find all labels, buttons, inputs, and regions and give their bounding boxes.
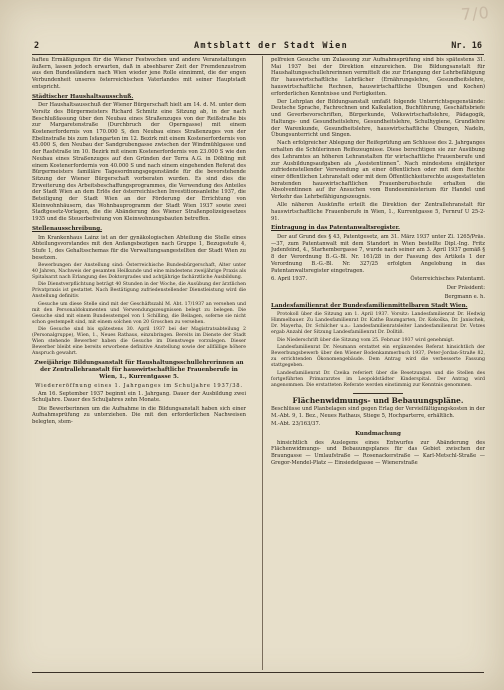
header-rule bbox=[32, 54, 484, 55]
paragraph: Die Gesuche sind bis spätestens 30. April 1937 bei der Magistratsabteilung 2 (Personalgruppe), Wien, 1., Neues Rathaus, einzubringen. Bereits im Dienste der Stadt Wien stehende Bewerber haben die Gesuche im Dienstwege vorzulegen. Dieser Bewerber bleibt eine bereits erworbene definitive Anstellung sowie der allfällige höhere Anspruch gewahrt. bbox=[32, 327, 246, 357]
paragraph: Bewerbungen der Anstellung sind: Österreichische Bundesbürgerschaft, Alter unter 40 Jahren, Nachweis der gesamten Heilkunde und eine mindestens zweijährige Praxis als Spitalsarzt nach Erlangung des Doktorgrades und achtjährige fachärztliche Ausbildung. bbox=[32, 262, 246, 280]
section-heading-bildungsanstalt: Zweijährige Bildungsanstalt für Haushaltungsschullehrerinnen an der Zentrallehranstalt für hauswirtschaftliche Frauenberufe in Wien, 1., Kurrentgasse 5. bbox=[34, 360, 244, 380]
publication-title: Amtsblatt der Stadt Wien bbox=[194, 41, 349, 51]
section-separator bbox=[353, 393, 403, 394]
section-heading-patentanwaltsregister: Eintragung in das Patentanwaltsregister. bbox=[271, 225, 400, 232]
paragraph: Im Krankenhaus Lainz ist an der gynäkologischen Abteilung die Stelle eines Abteilungsvorstandes mit den Anfangsbezügen nach Gruppe 1, Bezugsstufe 4, Stufe 1, des Gehaltsschemas für die Verwaltungsangestellten der Stadt Wien zu besetzen. bbox=[32, 234, 246, 261]
signature-name: Bergmann e. h. bbox=[444, 293, 485, 300]
paragraph: Wiedereröffnung eines 1. Jahrganges im Schuljahre 1937/38. bbox=[35, 382, 243, 389]
paragraph: hinsichtlich des Auslegens eines Entwurfes zur Abänderung des Flächenwidmungs- und Bebauungsplanes für das Gebiet zwischen der Braungasse — Umlaufstraße — Rosenackerstraße — Karl-Metschl-Straße — Gregor-Mendel-Platz — Einsiedelgasse — Wienerstraße bbox=[271, 439, 485, 466]
paragraph: Landesfamilienrat Dr. Neumann erstattet ein ergänzendes Referat hinsichtlich der Bewerbungsbewerb über den Wiener Bodenkammerbuch 1937, Peter-Jordan-Straße 82, zu errichtenden Ökonomengebäude. Dem Antrag wird die verbesserte Fassung stattgegeben. bbox=[271, 345, 485, 369]
paragraph: Gesuche um diese Stelle sind mit der Geschäftszahl M. Abt. 17/1937 an versehen und mit den Personaldokumenten und Verwendungszeugnissen belegt zu belegen. Die Gesuche sind mit einem Bundesstempel von 1 Schilling, die Beilagen, soferne sie nicht schon gestempelt sind, mit einem solchen von 20 Groschen zu versehen. bbox=[32, 301, 246, 325]
column-divider bbox=[262, 56, 263, 670]
paragraph: Protokoll über die Sitzung am 1. April 1937. Vorsitz: Landesfamilienrat Dr. Hedwig Himmelbauer. Zu Landesfamilienrat Dr. Kathe Baumgarten, Dr. Kokoška, Dr. Janischek, Dr. Mayerha, Dr. Schilcher u.a.: Landesfamilienratsleiter Landesfamilienrat Dr. Votzes ergab Anzahl der Sitzung Landesfamilienrat Dr. Dolltiß. bbox=[271, 312, 485, 336]
footer-rule bbox=[32, 672, 484, 673]
page-header bbox=[34, 41, 482, 53]
paragraph: Am 16. September 1937 beginnt ein 1. Jahrgang. Dauer der Ausbildung zwei Schuljahre. Dauer des Schuljahres zehn Monate. bbox=[32, 390, 246, 404]
section-heading-kundmachung: Kundmachung bbox=[355, 430, 401, 437]
section-heading-landesfamilienrat: Landesfamilienrat der Bundesfamilienmittelbaren Stadt Wien. bbox=[271, 303, 468, 310]
reference-number: M.-Abt. 23/163/37. bbox=[271, 421, 321, 428]
section-heading-stellenausschreibung: Stellenausschreibung. bbox=[32, 225, 103, 232]
intro-paragraph: hafteu Ermäßigungen für die Wiener Festwochen und andere Veranstaltungen äußern, lassen jedoch erwarten, daß in absehbarer Zeit der Fremdenzustrom aus den Bundesländern nach Wien wieder jene Rolle einnimmt, die der engen Verbundenheit unseres österreichischen Vaterlandes mit seiner Hauptstadt entspricht. bbox=[32, 57, 246, 90]
signature-office: Österreichisches Patentamt. bbox=[410, 276, 485, 283]
paragraph: Der auf Grund des § 43, Patentgesetz, am 31. März 1937 unter Zl. 1265/Präs.—37, zum Patentanwalt mit dem Standort in Wien bestellte Dipl.-Ing. Fritz Judenfeind, 4., Starhembergasse 7, wurde nach seiner am 3. April 1937 gemäß § 8 der Verordnung B.-G.-Bl. Nr. 161/28 in der Fassung des Artikels 1 der Verordnung B.-G.-Bl. Nr. 327/25 erfolgten Angelobung in das Patentanwaltsregister eingetragen. bbox=[271, 234, 485, 274]
paragraph: Der Lehrplan der Bildungsanstalt umfaßt folgende Unterrichtsgegenstände: Deutsche Sprache, Fachrechnen und Kalkulation, Buchführung, Geschäftsbriefe und Geverbevorschriften, Bürgerkunde, Volkswirtschaftslehre, Pädagogik, Haltungs- und Gesundheitslehre, Gesundheitslehre, Schulhygiene, Grundlehre der Warenkunde, Gesundheitslehre, hauswirtschaftliche Übungen, Nadeln, Übungsunterricht und Singen. bbox=[271, 98, 485, 139]
page-number: 2 bbox=[34, 41, 40, 51]
left-column bbox=[32, 57, 246, 665]
paragraph: Landesfamilienrat Dr. Czeika referiert über die Besetzungen und die Stellen des fortgeführten Primararztes im Leopoldstädter Kinderspital. Der Antrag wird angenommen. Die erstatteten Referate werden einstimmig zur Kenntnis genommen. bbox=[271, 370, 485, 388]
paragraph: Beschlüsse und Planbelagen sind gegen Erlag der Vervielfältigungskosten in der M.-Abt. 9, 1. Bez., Neues Rathaus, Stiege 5, Hochparterre, erhältlich. bbox=[271, 406, 485, 420]
paragraph: Nach erfolgreicher Ablegung der Reifeprüfung am Schlusse des 2. Jahrganges erhalten die Schülerinnen Reifezeugnisse. Diese berechtigen sie zur Ausübung des Lehramtes an höheren Lehranstalten für wirtschaftliche Frauenberufe und zur Ausbildungsaufgaben als „Assistentinnen“. Nach mindestens einjähriger zufriedenstellender Verwendung an einer öffentlichen oder mit dem Rechte einer öffentlichen Lehranstalt oder mit dem Öffentlichkeitsrechte ausgestatteten beratenden hauswirtschaftlichen Frauenberufsschule erhalten die Absolventinnen auf ihr Ansuchen vom Bundesministerium für Handel und Verkehr das Lehrbefähigungszeugnis. bbox=[271, 140, 485, 201]
paragraph: Der Haushaltsausschuß der Wiener Bürgerschaft hielt am 14. d. M. unter dem Vorsitz des Bürgermeisters Richard Schmitz eine Sitzung ab, in der nach Beschlußfassung über den Neubau eines Straßenzuges von der Reißstraße bis zur Margaretenstraße (Durchbruch der Operngasse) mit einem Kostenerfordernis von 170.000 S, den Neubau eines Straßenzuges von der Ebelinstraße bis zum Isfangarten im 12. Bezirk mit einem Kostenerfordernis von 45.000 S, den Neubau der Sandgrubengasse zwischen der Windmühlgasse und der Rasfstraße im 10. Bezirk mit einem Kostenerfordernis von 23.000 S wie den Neubau eines Straßenzuges auf den Gründen der Terra A.G. in Döbling mit einem Kostenerfordernis von 40.000 S und nach einem eingehenden Referat des Bürgermeisters familiäre Tagesordnungsgegenstände für die bevorstehende Sitzung der Wiener Bürgerschaft vorberaten wurden. Es sind dies die Erweiterung des Arbeitsbeschaffungsprogrammes, die Verwendung des Anteiles der Stadt Wien an dem Erlös der österreichischen Investitionsanleihe 1937, die Beteiligung der Stadt Wien an der Förderung der Errichtung von Kleinwohnhäusern, das Wohnbauprogramm der Stadt Wien 1937 sowie zwei Stadtgesetz-Vorlagen, die die Abänderung des Wiener Straßenpolizeigesetzes 1935 und die Steuerbefreiung von Kleinwohnungsbauten betreffen. bbox=[32, 102, 246, 223]
paragraph: pelfreien Gesuche um Zulassung zur Aufnahmsprüfung sind bis spätestens 31. Mai 1937 bei der Direktion einzureichen. Die Bildungsanstalt für Haushaltungsschullehrerinnen vermittelt die zur Erlangung der Lehrbefähigung für hauswirtschaftliche Lehrfächer (Ernährungslehre, Gesundheitslehre, hauswirtschaftliche Rechnen, hauswirtschaftliche Übungen und Kochen) erforderlichen Kenntnisse und Fertigkeiten. bbox=[271, 57, 485, 97]
signature-block bbox=[271, 276, 485, 283]
signature-date: 6. April 1937. bbox=[271, 276, 307, 283]
paragraph: Die Niederschrift über die Sitzung vom 25. Februar 1937 wird genehmigt. bbox=[277, 337, 455, 343]
paragraph: Alle näheren Auskünfte erteilt die Direktion der Zentrallehranstalt für hauswirtschaftliche Frauenberufe in Wien, 1., Kurrentgasse 5, Fernruf U 25-2-91. bbox=[271, 202, 485, 222]
handwritten-corner-mark: 7/0 bbox=[460, 3, 491, 24]
issue-number: Nr. 16 bbox=[451, 41, 482, 51]
paragraph: Die Bewerberinnen um die Aufnahme in die Bildungsanstalt haben sich einer Aufnahmsprüfung zu unterziehen. Die mit den erforderlichen Nachweisen belegten, stem- bbox=[32, 405, 246, 426]
section-heading-flaechenwidmung: Flächenwidmungs- und Bebauungspläne. bbox=[292, 395, 464, 405]
right-column bbox=[271, 57, 485, 665]
paragraph: Die Dienstverpflichtung beträgt 40 Stunden in der Woche, die Ausübung der ärztlichen Privatpraxis ist gestattet. Nach Bestätigung zufriedenstellender Dienstleistung wird die Anstellung definitiv. bbox=[32, 282, 246, 300]
section-heading-haushaltsausschuss: Städtischer Haushaltsausschuß. bbox=[32, 93, 134, 100]
signature-role: Der Präsident: bbox=[446, 285, 485, 291]
